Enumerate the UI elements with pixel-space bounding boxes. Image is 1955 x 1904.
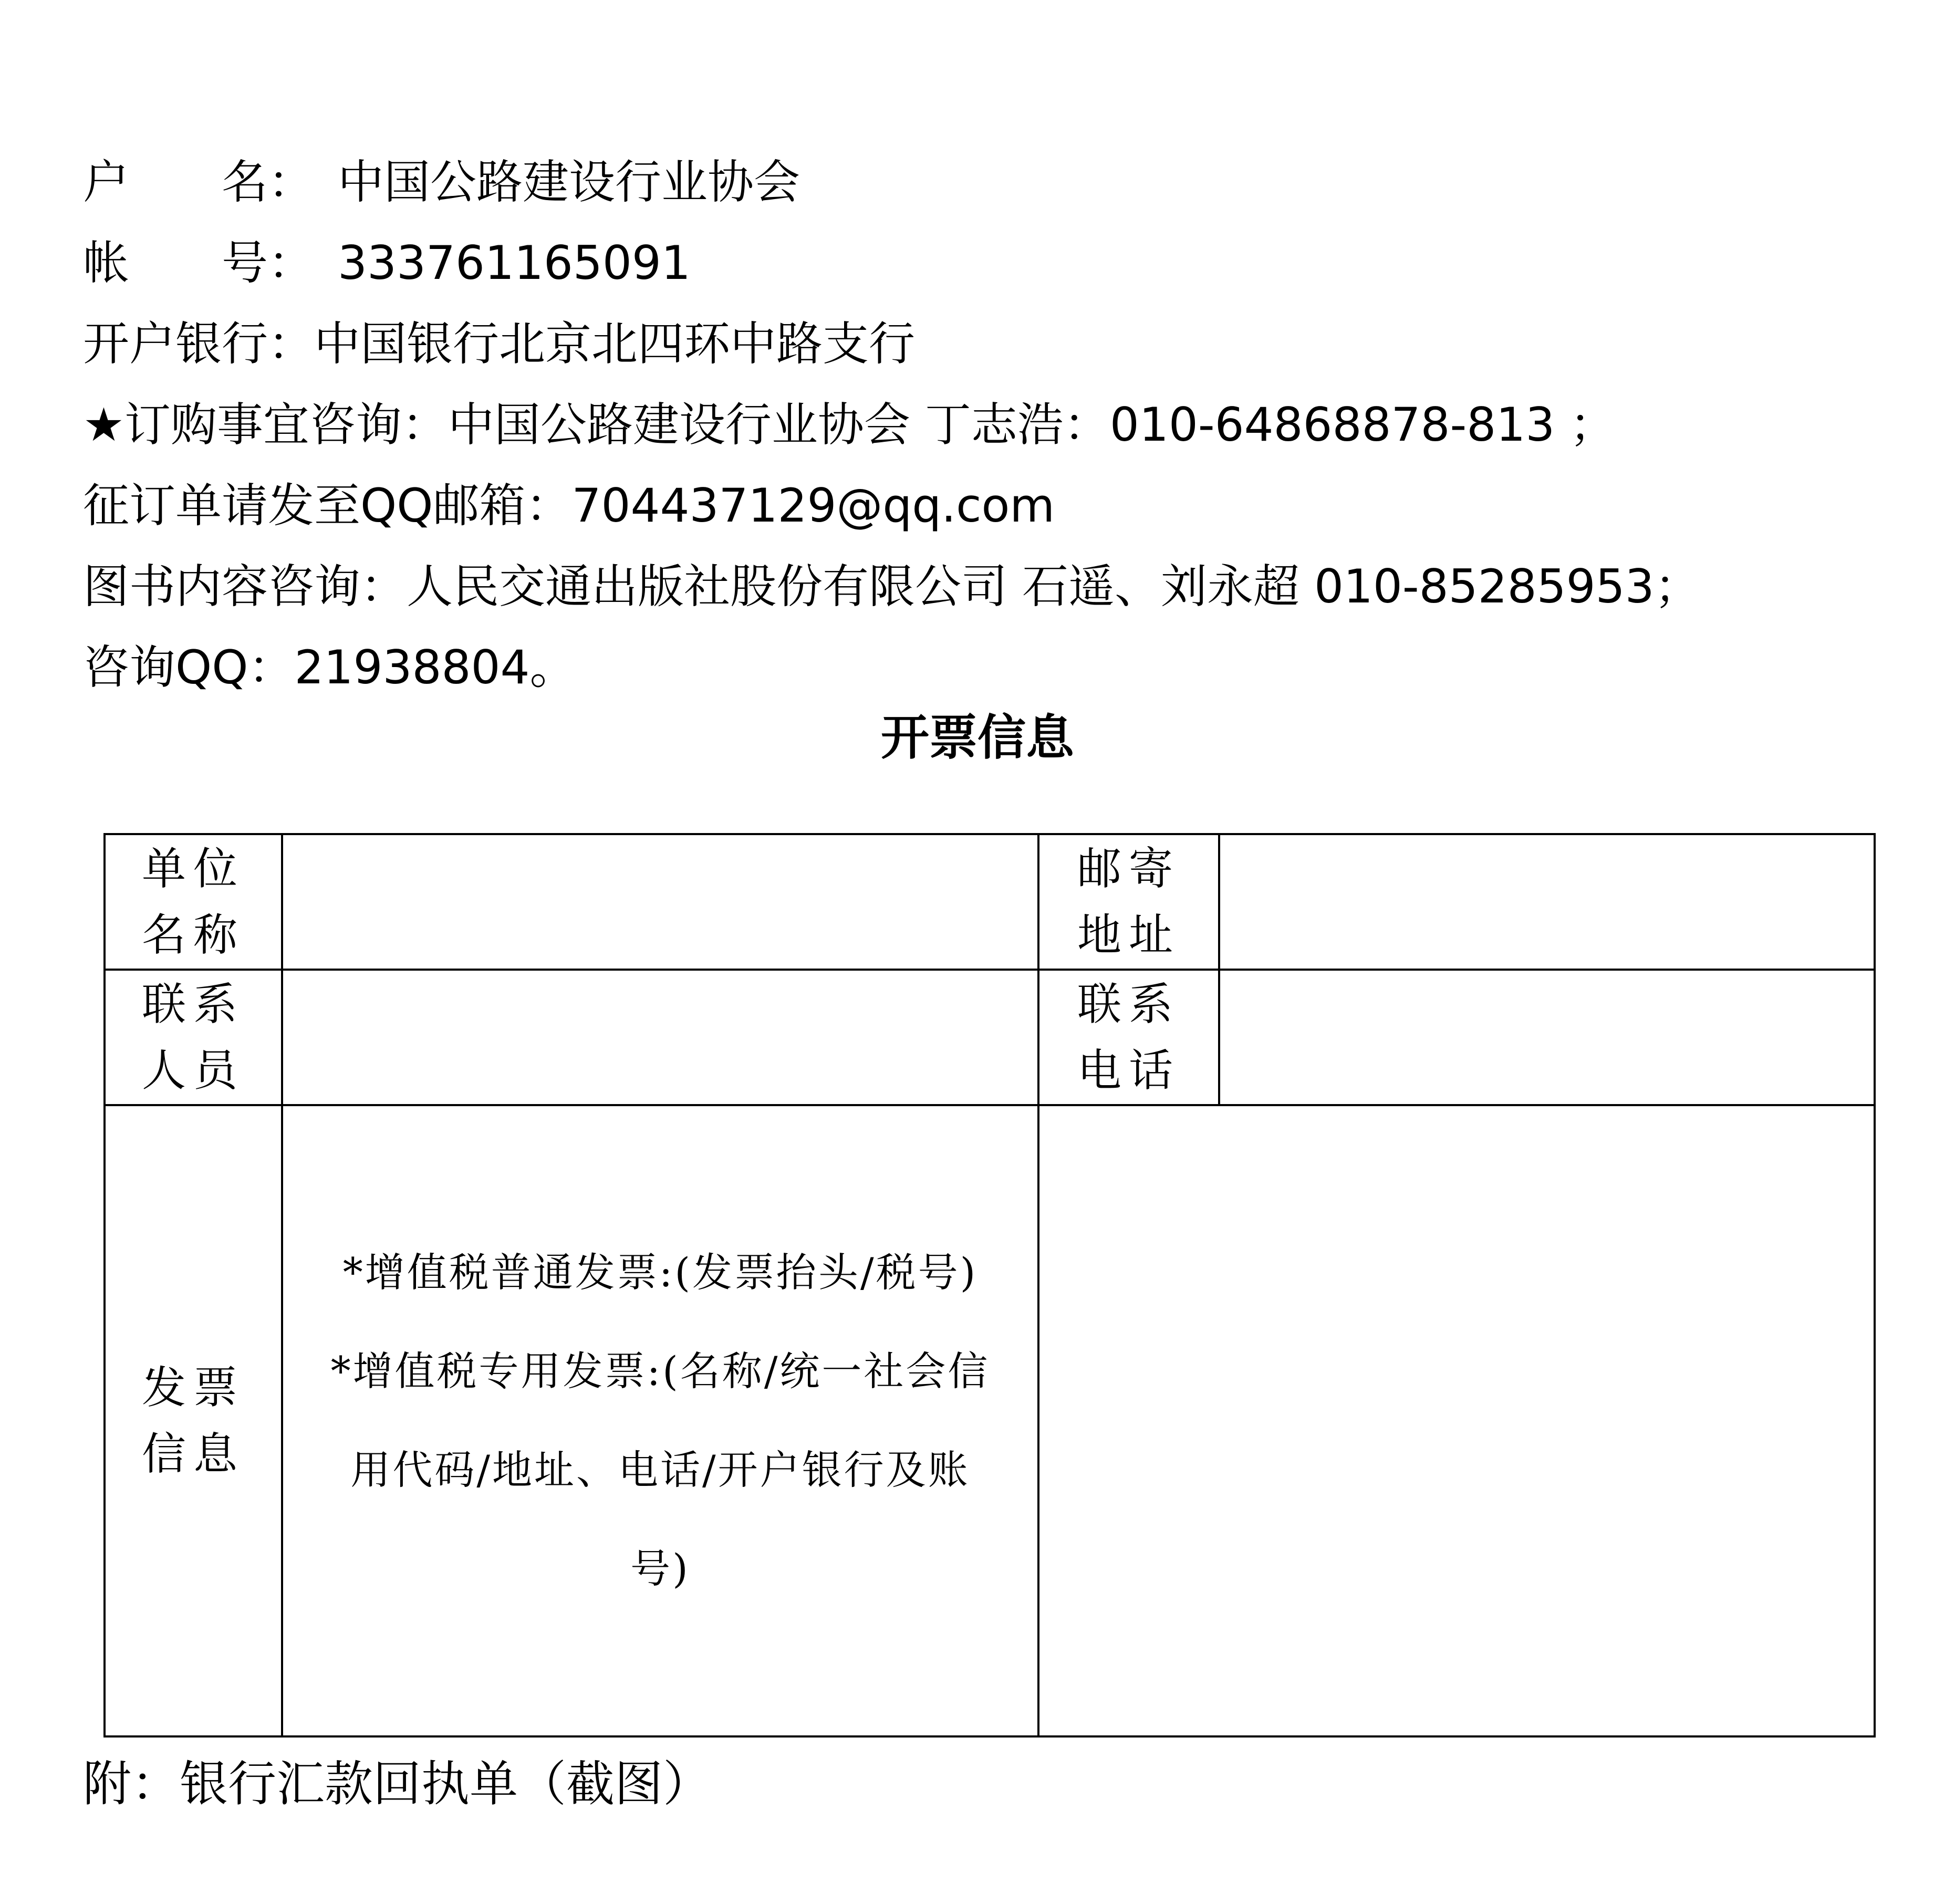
bank-value: 中国银行北京北四环中路支行 (314, 317, 916, 371)
account-number-line (83, 223, 1895, 304)
mail-address-label-line2: 地址 (1077, 909, 1180, 961)
unit-name-label-line1: 单位 (141, 843, 245, 894)
contact-person-label-line2: 人员 (141, 1045, 245, 1096)
invoice-note-line-3: 用代码/地址、电话/开户银行及账 (350, 1447, 970, 1493)
contact-person-label-line1: 联系 (141, 979, 245, 1030)
mail-address-label-line1: 邮寄 (1077, 843, 1180, 894)
invoice-info-label (105, 1105, 282, 1736)
invoice-notes-cell (282, 1105, 1038, 1736)
invoice-info-label-line2: 信息 (141, 1428, 245, 1480)
account-number-value: 333761165091 (338, 236, 691, 290)
bank-label: 开户银行： (83, 317, 315, 371)
contact-phone-label-line2: 电话 (1077, 1045, 1180, 1096)
content-inquiry-line: 图书内容咨询：人民交通出版社股份有限公司 石遥、刘永超 010-85285953； (83, 559, 1701, 613)
invoice-info-label-line1: 发票 (141, 1362, 245, 1413)
qq-inquiry-line: 咨询QQ：21938804。 (83, 640, 576, 694)
invoice-note-line-1: *增值税普通发票:(发票抬头/税号) (342, 1249, 978, 1296)
account-info-block (83, 142, 1895, 708)
account-name-line (83, 142, 1895, 223)
unit-name-label-line2: 名称 (141, 909, 245, 961)
account-name-value: 中国公路建设行业协会 (338, 155, 800, 209)
attachment-note: 附：银行汇款回执单（截图） (83, 1756, 712, 1812)
invoice-section-title: 开票信息 (880, 710, 1074, 766)
table-row (105, 970, 1875, 1105)
bank-line (83, 304, 1895, 384)
order-email-line: 征订单请发至QQ邮箱：704437129@qq.com (83, 478, 1055, 533)
table-row (105, 834, 1875, 970)
contact-phone-label (1038, 970, 1219, 1105)
invoice-info-field[interactable] (1038, 1105, 1875, 1736)
unit-name-label (105, 834, 282, 970)
invoice-form-table (103, 833, 1876, 1737)
invoice-note-line-4: 号) (630, 1545, 690, 1592)
mail-address-field[interactable] (1219, 834, 1875, 970)
contact-phone-label-line1: 联系 (1077, 979, 1180, 1030)
contact-person-field[interactable] (282, 970, 1038, 1105)
contact-phone-field[interactable] (1219, 970, 1875, 1105)
table-row (105, 1105, 1875, 1736)
invoice-note-line-2: *增值税专用发票:(名称/统一社会信 (330, 1348, 990, 1395)
contact-person-label (105, 970, 282, 1105)
account-number-label: 帐 号： (83, 236, 315, 290)
mail-address-label (1038, 834, 1219, 970)
account-name-label: 户 名： (83, 155, 315, 209)
unit-name-field[interactable] (282, 834, 1038, 970)
order-inquiry-line: ★订购事宜咨询：中国公路建设行业协会 丁志浩：010-64868878-813 ； (83, 398, 1616, 452)
